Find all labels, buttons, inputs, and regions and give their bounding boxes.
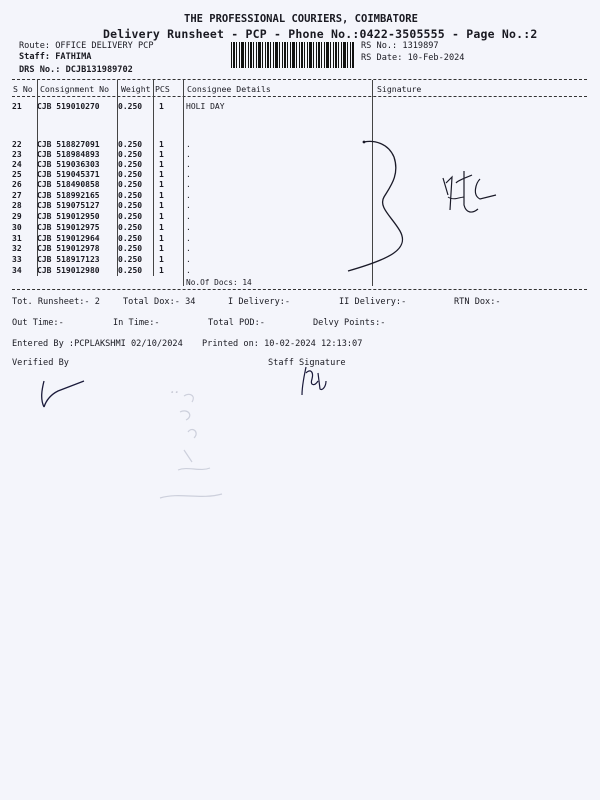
row-sno: 30 (12, 223, 22, 232)
row-consignee: . (186, 150, 191, 159)
out-time: Out Time:- (12, 318, 64, 328)
row-sno: 23 (12, 150, 22, 159)
row-weight: 0.250 (118, 160, 143, 169)
row-consignment: CJB 519045371 (37, 170, 100, 179)
row-weight: 0.250 (118, 180, 143, 189)
row-weight: 0.250 (118, 191, 143, 200)
row-pcs: 1 (159, 244, 164, 253)
row-consignment: CJB 519012950 (37, 212, 100, 221)
drs-number: DRS No.: DCJB131989702 (19, 65, 133, 75)
row-sno: 21 (12, 102, 22, 111)
col-consignee: Consignee Details (187, 84, 271, 94)
staff-label: Staff: FATHIMA (19, 52, 92, 62)
rs-number: RS No.: 1319897 (361, 41, 439, 51)
row-sno: 29 (12, 212, 22, 221)
entered-by: Entered By :PCPLAKSHMI 02/10/2024 (12, 339, 183, 349)
row-consignee: . (186, 266, 191, 275)
staff-signature-mark (296, 363, 336, 399)
delvy-points: Delvy Points:- (313, 318, 386, 328)
col-sno: S No (13, 84, 33, 94)
col-consignment: Consignment No (40, 84, 110, 94)
row-sno: 22 (12, 140, 22, 149)
row-consignee: . (186, 234, 191, 243)
row-pcs: 1 (159, 102, 164, 111)
row-consignee: . (186, 191, 191, 200)
col-pcs: PCS (155, 84, 170, 94)
row-consignment: CJB 519012975 (37, 223, 100, 232)
col-weight: Weight (121, 84, 151, 94)
row-consignment: CJB 519012964 (37, 234, 100, 243)
row-sno: 25 (12, 170, 22, 179)
row-sno: 31 (12, 234, 22, 243)
table-top-rule (12, 79, 587, 80)
row-consignee: . (186, 244, 191, 253)
row-weight: 0.250 (118, 212, 143, 221)
table-header-rule (12, 96, 587, 97)
verified-by: Verified By (12, 358, 69, 368)
bleed-through-mark: ·· (170, 385, 179, 401)
row-pcs: 1 (159, 191, 164, 200)
row-pcs: 1 (159, 180, 164, 189)
row-weight: 0.250 (118, 150, 143, 159)
row-consignee: . (186, 201, 191, 210)
row-pcs: 1 (159, 212, 164, 221)
row-weight: 0.250 (118, 255, 143, 264)
row-pcs: 1 (159, 255, 164, 264)
row-sno: 32 (12, 244, 22, 253)
tot-runsheet: Tot. Runsheet:- 2 (12, 297, 100, 307)
row-consignment: CJB 518917123 (37, 255, 100, 264)
row-pcs: 1 (159, 170, 164, 179)
total-dox: Total Dox:- 34 (123, 297, 196, 307)
row-weight: 0.250 (118, 244, 143, 253)
col-signature: Signature (377, 84, 422, 94)
printed-on: Printed on: 10-02-2024 12:13:07 (202, 339, 363, 349)
row-pcs: 1 (159, 223, 164, 232)
i-delivery: I Delivery:- (228, 297, 291, 307)
in-time: In Time:- (113, 318, 160, 328)
row-weight: 0.250 (118, 170, 143, 179)
ii-delivery: II Delivery:- (339, 297, 407, 307)
row-pcs: 1 (159, 140, 164, 149)
route-label: Route: OFFICE DELIVERY PCP (19, 41, 154, 51)
row-sno: 26 (12, 180, 22, 189)
row-pcs: 1 (159, 234, 164, 243)
row-consignment: CJB 518992165 (37, 191, 100, 200)
row-pcs: 1 (159, 266, 164, 275)
row-consignment: CJB 519012980 (37, 266, 100, 275)
verified-signature (36, 375, 96, 415)
col-divider (153, 80, 154, 276)
row-consignee: . (186, 180, 191, 189)
row-sno: 33 (12, 255, 22, 264)
row-weight: 0.250 (118, 223, 143, 232)
row-consignment: CJB 519012978 (37, 244, 100, 253)
row-consignee: . (186, 140, 191, 149)
total-pod: Total POD:- (208, 318, 265, 328)
row-consignment: CJB 519075127 (37, 201, 100, 210)
row-consignment: CJB 519036303 (37, 160, 100, 169)
consignee-signature (330, 135, 530, 280)
row-sno: 28 (12, 201, 22, 210)
row-consignee: . (186, 212, 191, 221)
table-bottom-rule (12, 289, 587, 290)
row-consignee: . (186, 160, 191, 169)
row-weight: 0.250 (118, 234, 143, 243)
row-pcs: 1 (159, 201, 164, 210)
runsheet-title: Delivery Runsheet - PCP - Phone No.:0422-3505555 - Page No.:2 (103, 27, 538, 41)
row-weight: 0.250 (118, 266, 143, 275)
row-consignment: CJB 519010270 (37, 102, 100, 111)
row-consignee: . (186, 223, 191, 232)
row-sno: 34 (12, 266, 22, 275)
no-of-docs: No.Of Docs: 14 (186, 278, 252, 287)
row-consignee: HOLI DAY (186, 102, 225, 111)
row-pcs: 1 (159, 150, 164, 159)
row-weight: 0.250 (118, 140, 143, 149)
row-weight: 0.250 (118, 201, 143, 210)
barcode (231, 42, 355, 68)
col-divider (183, 80, 184, 286)
row-consignment: CJB 518984893 (37, 150, 100, 159)
company-name: THE PROFESSIONAL COURIERS, COIMBATORE (184, 13, 418, 25)
staff-signature-label: Staff Signature (268, 358, 346, 368)
row-sno: 24 (12, 160, 22, 169)
row-sno: 27 (12, 191, 22, 200)
row-consignee: . (186, 255, 191, 264)
rtn-dox: RTN Dox:- (454, 297, 501, 307)
row-consignment: CJB 518827091 (37, 140, 100, 149)
row-weight: 0.250 (118, 102, 143, 111)
row-consignee: . (186, 170, 191, 179)
row-pcs: 1 (159, 160, 164, 169)
bleed-through-mark (140, 380, 260, 520)
row-consignment: CJB 518490858 (37, 180, 100, 189)
rs-date: RS Date: 10-Feb-2024 (361, 53, 465, 63)
